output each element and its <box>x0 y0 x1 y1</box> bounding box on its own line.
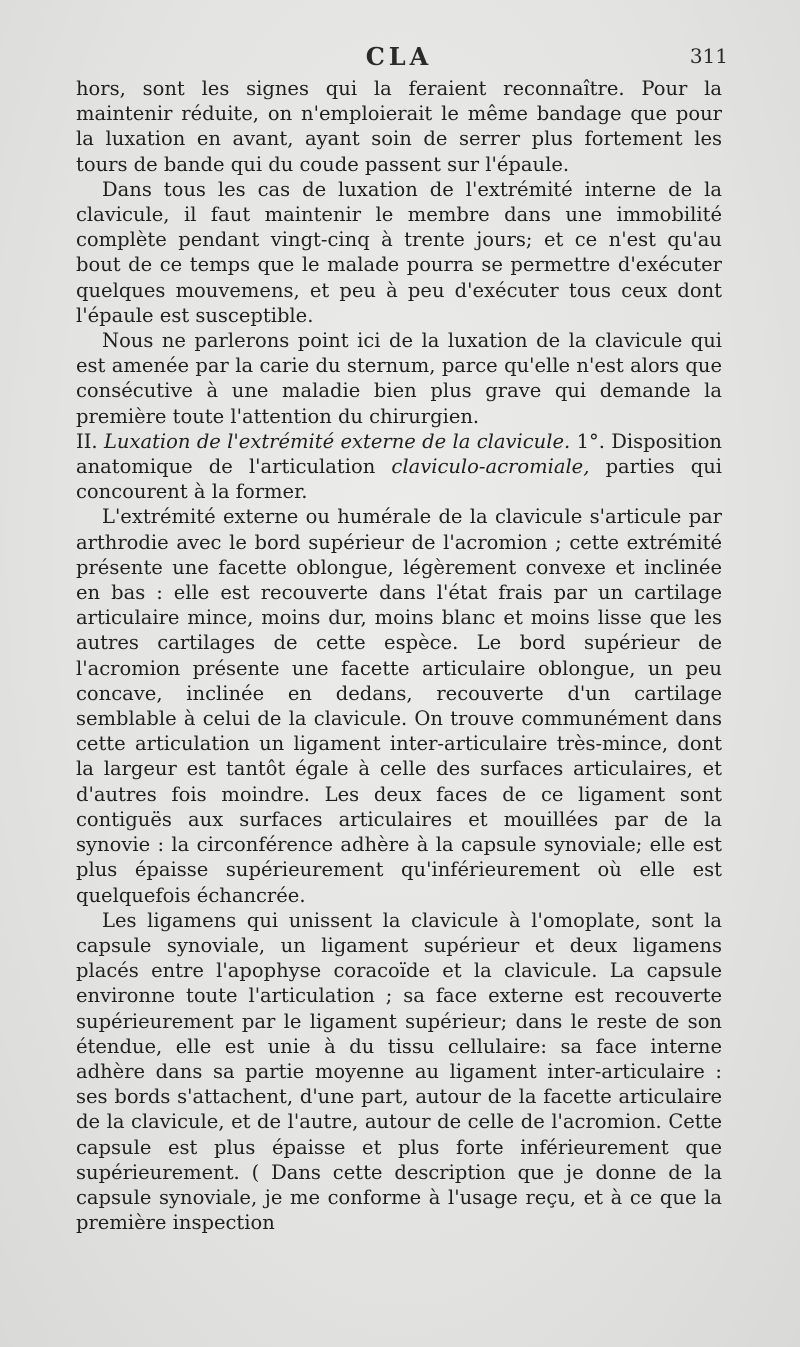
section-number: II. <box>76 429 98 453</box>
section-heading-paragraph <box>76 429 722 505</box>
italic-term: claviculo-acromiale, <box>391 455 590 479</box>
body-text <box>76 76 722 1235</box>
paragraph-1: hors, sont les signes qui la feraient reconnaître. Pour la maintenir réduite, on n'emploierait le même bandage que pour la luxation en avant, ayant soin de serrer plus fortement les tours de bande qui du coude passent sur l'épaule. <box>76 77 722 176</box>
section-heading: Luxation de l'extrémité externe de la clavicule. <box>103 429 571 453</box>
page-number: 311 <box>689 44 728 68</box>
section-subheading-end: parties qui concourent à la former. <box>76 455 723 504</box>
paragraph-5: L'extrémité externe ou humérale de la clavicule s'articule par arthrodie avec le bord supérieur de l'acromion ; cette extrémité présente une facette oblongue, légèrement convexe et inclinée en bas : elle est recouverte dans l'état frais par un cartilage articulaire mince, moins dur, moins blanc et moins lisse que les autres cartilages de cette espèce. Le bord supérieur de l'acromion présente une facette articulaire oblongue, un peu concave, inclinée en dedans, recouverte d'un cartilage semblable à celui de la clavicule. On trouve communément dans cette articulation un ligament inter-articulaire très-mince, dont la largeur est tantôt égale à celle des surfaces articulaires, et d'autres fois moindre. Les deux faces de ce ligament sont contiguës aux surfaces articulaires et mouillées par de la synovie : la circonférence adhère à la capsule synoviale; elle est plus épaisse supérieurement qu'inférieurement où elle est quelquefois échancrée. <box>76 505 722 907</box>
paragraph-6: Les ligamens qui unissent la clavicule à l'omoplate, sont la capsule synoviale, un ligament supérieur et deux ligamens placés entre l'apophyse coracoïde et la clavicule. La capsule environne toute l'articulation ; sa face externe est recouverte supérieurement par le ligament supérieur; dans le reste de son étendue, elle est unie à du tissu cellulaire: sa face interne adhère dans sa partie moyenne au ligament inter-articulaire : ses bords s'attachent, d'une part, autour de la facette articulaire de la clavicule, et de l'autre, autour de celle de l'acromion. Cette capsule est plus épaisse et plus forte inférieurement que supérieurement. ( Dans cette description que je donne de la capsule synoviale, je me conforme à l'usage reçu, et à ce que la première inspection <box>76 908 722 1235</box>
section-subheading: 1°. Disposition anatomique de l'articulation <box>76 429 722 479</box>
running-title: CLA <box>365 42 433 71</box>
paragraph-2: Dans tous les cas de luxation de l'extrémité interne de la clavicule, il faut maintenir le membre dans une immobilité complète pendant vingt-cinq à trente jours; et ce n'est qu'au bout de ce temps que le malade pourra se permettre d'exécuter quelques mouvemens, et peu à peu d'exécuter tous ceux dont l'épaule est susceptible. <box>76 177 722 327</box>
running-head <box>76 42 728 76</box>
paragraph-3: Nous ne parlerons point ici de la luxation de la clavicule qui est amenée par la carie du sternum, parce qu'elle n'est alors que consécutive à une maladie bien plus grave qui demande la première toute l'attention du chirurgien. <box>76 329 722 428</box>
